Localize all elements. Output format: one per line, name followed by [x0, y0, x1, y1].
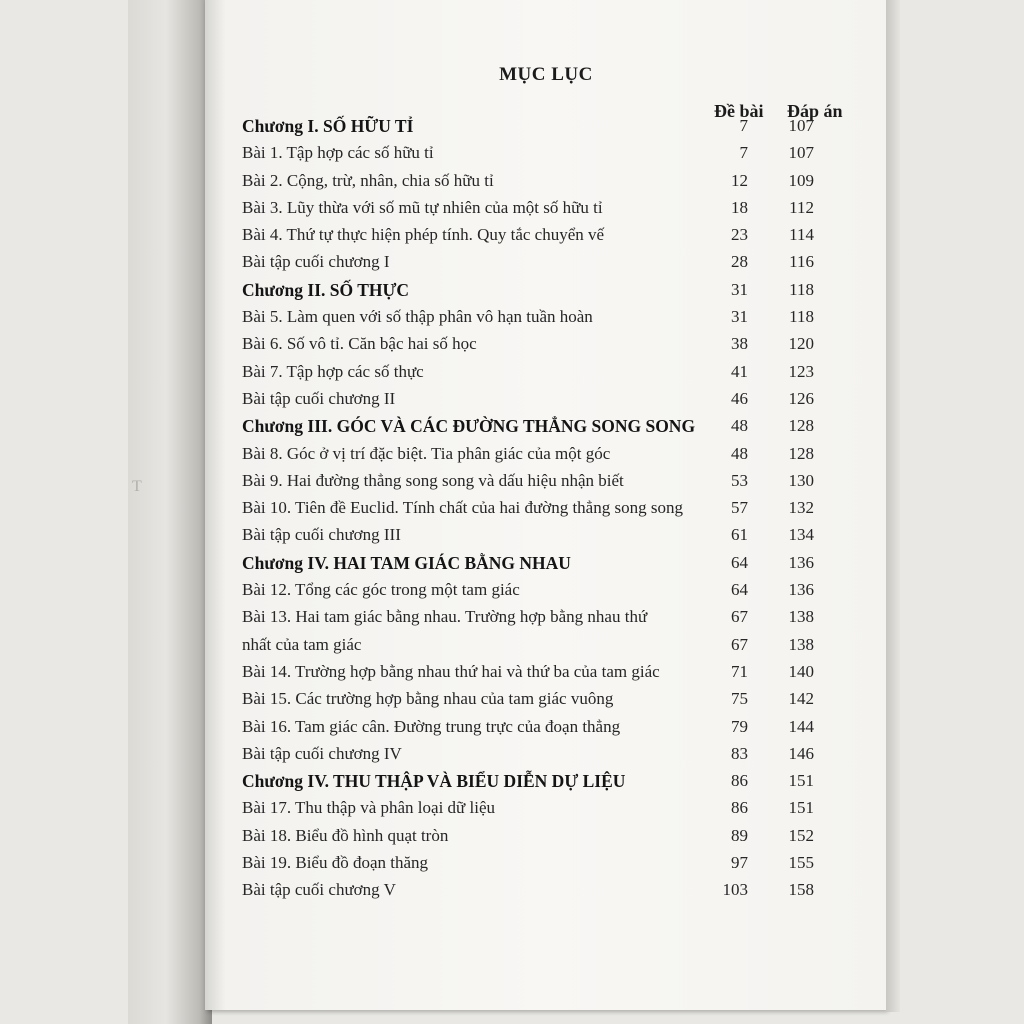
toc-page-de-bai: 23	[731, 225, 748, 245]
toc-page-de-bai: 75	[731, 689, 748, 709]
toc-page-dap-an: 155	[788, 853, 814, 873]
toc-entry-title: nhất của tam giác	[242, 634, 362, 654]
toc-entry-title: Chương III. GÓC VÀ CÁC ĐƯỜNG THẲNG SONG SONG	[242, 416, 696, 437]
toc-page-dap-an: 136	[788, 552, 814, 572]
toc-page-dap-an: 151	[788, 771, 814, 791]
toc-page-dap-an: 112	[789, 197, 814, 217]
toc-page-de-bai: 53	[731, 470, 748, 490]
toc-page-de-bai: 46	[731, 388, 748, 408]
toc-page-dap-an: 158	[788, 880, 814, 900]
toc-page-de-bai: 28	[731, 252, 748, 272]
toc-page-dap-an: 116	[789, 252, 814, 272]
toc-lesson-row	[242, 794, 852, 821]
toc-page-de-bai: 12	[731, 170, 748, 190]
toc-page-de-bai: 71	[731, 661, 748, 681]
toc-entry-title: Bài 10. Tiên đề Euclid. Tính chất của hai đường thẳng song song	[242, 498, 683, 518]
toc-lesson-row	[242, 385, 852, 412]
toc-page-de-bai: 64	[731, 580, 748, 600]
toc-page-de-bai: 57	[731, 498, 748, 518]
toc-entry-title: Bài tập cuối chương III	[242, 525, 401, 545]
toc-page-dap-an: 134	[788, 525, 814, 545]
toc-page-de-bai: 64	[731, 552, 748, 572]
toc-entry-title: Bài 17. Thu thập và phân loại dữ liệu	[242, 798, 495, 818]
toc-entry-title: Bài 18. Biểu đồ hình quạt tròn	[242, 825, 449, 845]
toc-entry-title: Bài 4. Thứ tự thực hiện phép tính. Quy tắc chuyển vế	[242, 225, 605, 245]
toc-entry-title: Bài tập cuối chương IV	[242, 743, 402, 763]
toc-page-de-bai: 48	[731, 443, 748, 463]
column-header-dap-an: Đáp án	[787, 101, 843, 121]
toc-entry-title: Bài 6. Số vô tỉ. Căn bậc hai số học	[242, 334, 477, 354]
table-of-contents	[242, 112, 852, 904]
toc-lesson-row	[242, 330, 852, 357]
toc-page-de-bai: 38	[731, 334, 748, 354]
toc-page-dap-an: 118	[789, 307, 814, 327]
toc-page-de-bai: 67	[731, 634, 748, 654]
toc-entry-title: Bài 5. Làm quen với số thập phân vô hạn tuần hoàn	[242, 307, 593, 327]
toc-lesson-row	[242, 248, 852, 275]
toc-entry-title: Bài 19. Biểu đồ đoạn thăng	[242, 853, 429, 873]
toc-page-de-bai: 48	[731, 416, 748, 436]
toc-lesson-row	[242, 467, 852, 494]
toc-entry-title: Bài 12. Tổng các góc trong một tam giác	[242, 580, 520, 600]
toc-page-de-bai: 86	[731, 771, 748, 791]
toc-entry-title: Bài 14. Trường hợp bằng nhau thứ hai và thứ ba của tam giác	[242, 661, 660, 681]
toc-page-dap-an: 120	[788, 334, 814, 354]
toc-lesson-row	[242, 139, 852, 166]
toc-entry-title: Chương II. SỐ THỰC	[242, 279, 410, 300]
toc-page-dap-an: 146	[788, 743, 814, 763]
toc-lesson-row	[242, 713, 852, 740]
toc-lesson-row	[242, 440, 852, 467]
toc-entry-title: Bài 13. Hai tam giác bằng nhau. Trường hợp bằng nhau thứ	[242, 607, 648, 627]
toc-entry-title: Bài 15. Các trường hợp bằng nhau của tam giác vuông	[242, 689, 614, 709]
toc-page-de-bai: 31	[731, 279, 748, 299]
toc-lesson-row	[242, 822, 852, 849]
toc-chapter-row	[242, 767, 852, 794]
toc-page-dap-an: 123	[788, 361, 814, 381]
toc-page-dap-an: 109	[788, 170, 814, 190]
toc-entry-title: Bài tập cuối chương I	[242, 252, 390, 272]
column-header-de-bai: Đề bài	[714, 101, 764, 121]
toc-page-dap-an: 138	[788, 607, 814, 627]
toc-lesson-row	[242, 358, 852, 385]
toc-page-de-bai: 89	[731, 825, 748, 845]
toc-lesson-row	[242, 494, 852, 521]
left-page-edge	[128, 0, 212, 1024]
toc-entry-title: Chương I. SỐ HỮU TỈ	[242, 116, 414, 136]
toc-page-dap-an: 132	[788, 498, 814, 518]
toc-lesson-row	[242, 221, 852, 248]
toc-lesson-row	[242, 876, 852, 903]
toc-lesson-row	[242, 167, 852, 194]
toc-page-dap-an: 152	[788, 825, 814, 845]
toc-entry-title: Bài 9. Hai đường thẳng song song và dấu hiệu nhận biết	[242, 470, 624, 490]
toc-page-dap-an: 140	[788, 661, 814, 681]
page-title: MỤC LỤC	[499, 64, 593, 85]
toc-page-de-bai: 61	[731, 525, 748, 545]
toc-entry-title: Bài 1. Tập hợp các số hữu tỉ	[242, 143, 434, 163]
toc-page-dap-an: 144	[788, 716, 814, 736]
toc-page-de-bai: 83	[731, 743, 748, 763]
toc-chapter-row	[242, 412, 852, 439]
toc-page-de-bai: 79	[731, 716, 748, 736]
toc-entry-title: Bài 3. Lũy thừa với số mũ tự nhiên của một số hữu tỉ	[242, 197, 603, 217]
toc-page-dap-an: 136	[788, 580, 814, 600]
bleed-through-mark: T	[132, 478, 142, 495]
toc-entry-title: Chương IV. THU THẬP VÀ BIỂU DIỄN DỰ LIỆU	[242, 771, 626, 792]
toc-lesson-row	[242, 303, 852, 330]
toc-page-dap-an: 126	[788, 388, 814, 408]
toc-chapter-row	[242, 112, 852, 139]
toc-page-dap-an: 142	[788, 689, 814, 709]
toc-lesson-row	[242, 631, 852, 658]
toc-entry-title: Chương IV. HAI TAM GIÁC BẰNG NHAU	[242, 552, 571, 573]
toc-lesson-row	[242, 576, 852, 603]
page-stack-edge	[886, 0, 900, 1012]
toc-page-dap-an: 128	[788, 416, 814, 436]
toc-page-dap-an: 151	[788, 798, 814, 818]
toc-lesson-row	[242, 685, 852, 712]
toc-entry-title: Bài 7. Tập hợp các số thực	[242, 361, 424, 381]
toc-lesson-row	[242, 603, 852, 630]
toc-lesson-row	[242, 658, 852, 685]
toc-page-dap-an: 118	[789, 279, 814, 299]
toc-page-de-bai: 97	[731, 853, 748, 873]
toc-chapter-row	[242, 276, 852, 303]
toc-page-dap-an: 130	[788, 470, 814, 490]
toc-page-dap-an: 107	[788, 116, 814, 135]
toc-lesson-row	[242, 521, 852, 548]
toc-page-dap-an: 138	[788, 634, 814, 654]
toc-entry-title: Bài tập cuối chương V	[242, 880, 396, 900]
toc-page-de-bai: 86	[731, 798, 748, 818]
toc-page-de-bai: 31	[731, 307, 748, 327]
toc-chapter-row	[242, 549, 852, 576]
toc-page-dap-an: 114	[789, 225, 814, 245]
toc-entry-title: Bài 2. Cộng, trừ, nhân, chia số hữu tỉ	[242, 170, 494, 190]
toc-page-de-bai: 67	[731, 607, 748, 627]
toc-page-dap-an: 107	[788, 143, 814, 163]
toc-page-de-bai: 7	[739, 143, 748, 163]
toc-page-de-bai: 7	[739, 116, 748, 135]
toc-lesson-row	[242, 194, 852, 221]
toc-lesson-row	[242, 849, 852, 876]
toc-page-de-bai: 103	[722, 880, 748, 900]
toc-entry-title: Bài tập cuối chương II	[242, 388, 396, 408]
toc-page-de-bai: 41	[731, 361, 748, 381]
toc-entry-title: Bài 16. Tam giác cân. Đường trung trực của đoạn thẳng	[242, 716, 621, 736]
toc-entry-title: Bài 8. Góc ở vị trí đặc biệt. Tia phân giác của một góc	[242, 443, 611, 463]
toc-lesson-row	[242, 740, 852, 767]
toc-page-dap-an: 128	[788, 443, 814, 463]
toc-page-de-bai: 18	[731, 197, 748, 217]
